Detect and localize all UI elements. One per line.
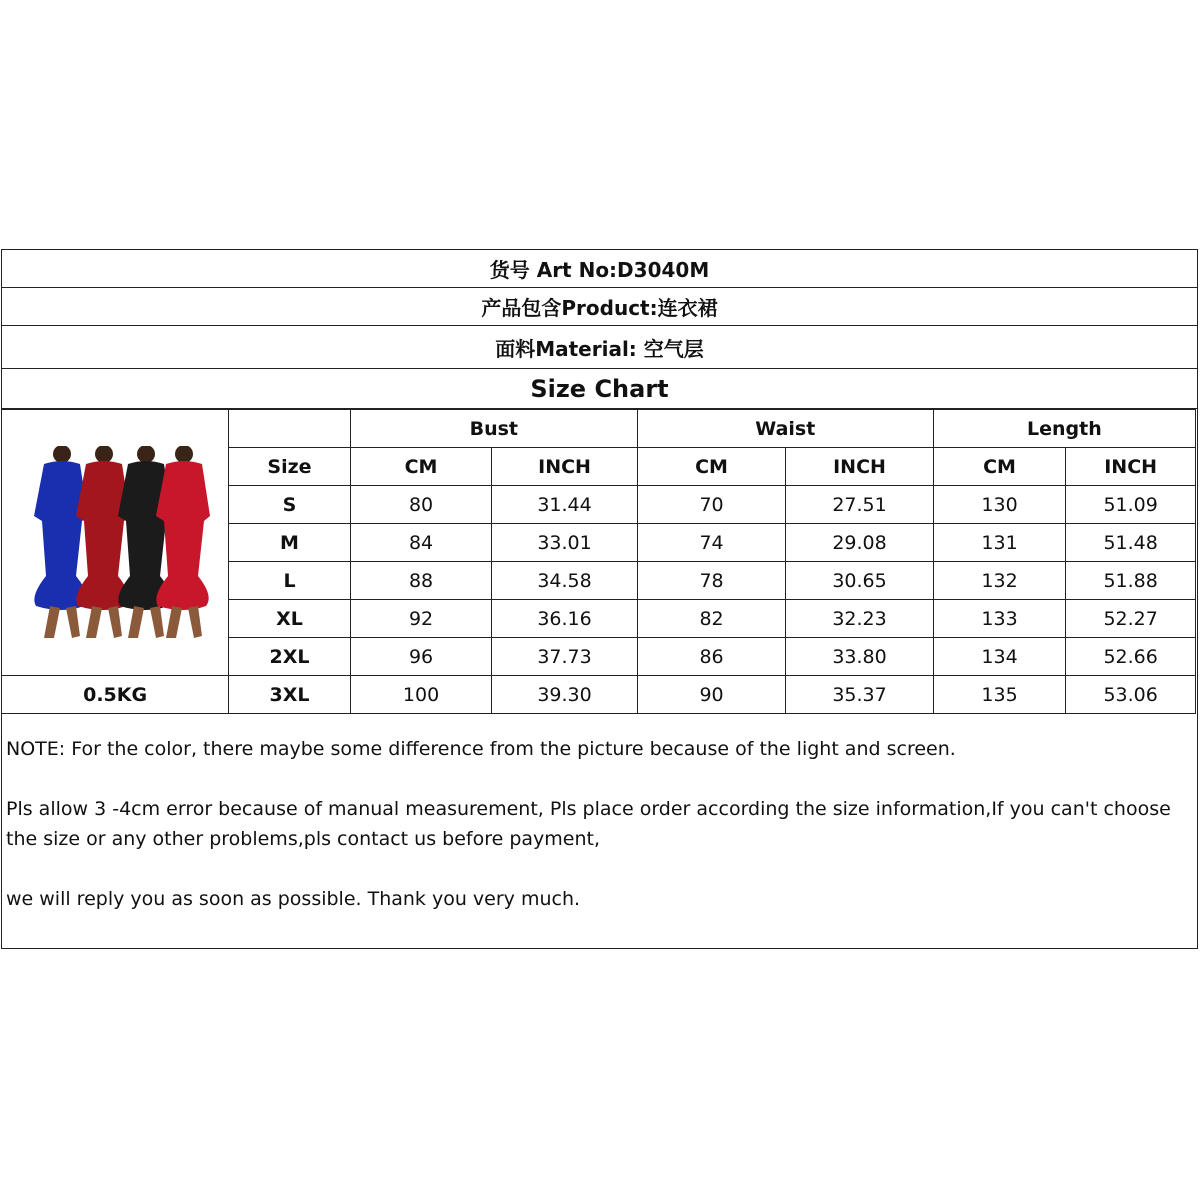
product-photo-cell [2, 410, 229, 676]
waist-inch-cell: 30.65 [786, 562, 934, 600]
length-cm-cell: 132 [933, 562, 1066, 600]
dress-figure [118, 446, 172, 638]
length-inch-cell: 52.27 [1066, 600, 1196, 638]
bust-inch-cell: 31.44 [492, 486, 638, 524]
bust-inch-cell: 34.58 [492, 562, 638, 600]
empty-header-cell [229, 410, 351, 448]
dress-figure [34, 446, 88, 638]
length-cm-cell: 131 [933, 524, 1066, 562]
length-cm-cell: 130 [933, 486, 1066, 524]
waist-cm-cell: 70 [637, 486, 785, 524]
waist-inch-cell: 35.37 [786, 676, 934, 714]
bust-inch-cell: 36.16 [492, 600, 638, 638]
size-cell: 3XL [229, 676, 351, 714]
length-cm-header: CM [933, 448, 1066, 486]
chart-title: Size Chart [530, 374, 669, 403]
waist-cm-cell: 90 [637, 676, 785, 714]
size-cell: S [229, 486, 351, 524]
bust-inch-cell: 33.01 [492, 524, 638, 562]
length-inch-cell: 51.88 [1066, 562, 1196, 600]
size-cell: XL [229, 600, 351, 638]
size-table [1, 409, 1196, 714]
product-row [2, 288, 1197, 326]
bust-cm-header: CM [350, 448, 491, 486]
bust-inch-cell: 37.73 [492, 638, 638, 676]
length-header: Length [933, 410, 1195, 448]
note-measurement: Pls allow 3 -4cm error because of manual measurement, Pls place order according the size information,If you can't choose the size or any other problems,pls contact us before payment, [6, 798, 1171, 850]
bust-inch-header: INCH [492, 448, 638, 486]
dress-models-icon [22, 446, 212, 646]
material-row [2, 326, 1197, 369]
size-header: Size [229, 448, 351, 486]
bust-cm-cell: 84 [350, 524, 491, 562]
waist-inch-cell: 32.23 [786, 600, 934, 638]
bust-header: Bust [350, 410, 637, 448]
bust-inch-cell: 39.30 [492, 676, 638, 714]
chart-title-row [2, 369, 1197, 409]
art-number-row [2, 250, 1197, 288]
note-color: NOTE: For the color, there maybe some difference from the picture because of the light and screen. [6, 738, 956, 760]
note-reply: we will reply you as soon as possible. Thank you very much. [6, 888, 581, 910]
waist-cm-cell: 78 [637, 562, 785, 600]
waist-inch-cell: 33.80 [786, 638, 934, 676]
size-cell: M [229, 524, 351, 562]
length-cm-cell: 133 [933, 600, 1066, 638]
bust-cm-cell: 100 [350, 676, 491, 714]
bust-cm-cell: 88 [350, 562, 491, 600]
waist-cm-cell: 82 [637, 600, 785, 638]
art-number: 货号 Art No:D3040M [489, 258, 710, 282]
weight-cell: 0.5KG [2, 676, 229, 714]
length-cm-cell: 134 [933, 638, 1066, 676]
bust-cm-cell: 92 [350, 600, 491, 638]
length-inch-cell: 52.66 [1066, 638, 1196, 676]
table-row [2, 676, 1196, 714]
bust-cm-cell: 80 [350, 486, 491, 524]
notes-section [6, 734, 1194, 914]
length-inch-cell: 53.06 [1066, 676, 1196, 714]
waist-cm-header: CM [637, 448, 785, 486]
dress-figure [156, 446, 210, 638]
length-inch-header: INCH [1066, 448, 1196, 486]
size-chart-sheet [1, 249, 1198, 949]
material-name: 面料Material: 空气层 [495, 336, 704, 361]
waist-cm-cell: 86 [637, 638, 785, 676]
waist-inch-cell: 29.08 [786, 524, 934, 562]
size-cell: 2XL [229, 638, 351, 676]
group-header-row [2, 410, 1196, 448]
length-cm-cell: 135 [933, 676, 1066, 714]
waist-inch-header: INCH [786, 448, 934, 486]
length-inch-cell: 51.09 [1066, 486, 1196, 524]
size-cell: L [229, 562, 351, 600]
waist-header: Waist [637, 410, 933, 448]
length-inch-cell: 51.48 [1066, 524, 1196, 562]
waist-cm-cell: 74 [637, 524, 785, 562]
waist-inch-cell: 27.51 [786, 486, 934, 524]
dress-figure [76, 446, 130, 638]
bust-cm-cell: 96 [350, 638, 491, 676]
product-name: 产品包含Product:连衣裙 [481, 296, 718, 320]
